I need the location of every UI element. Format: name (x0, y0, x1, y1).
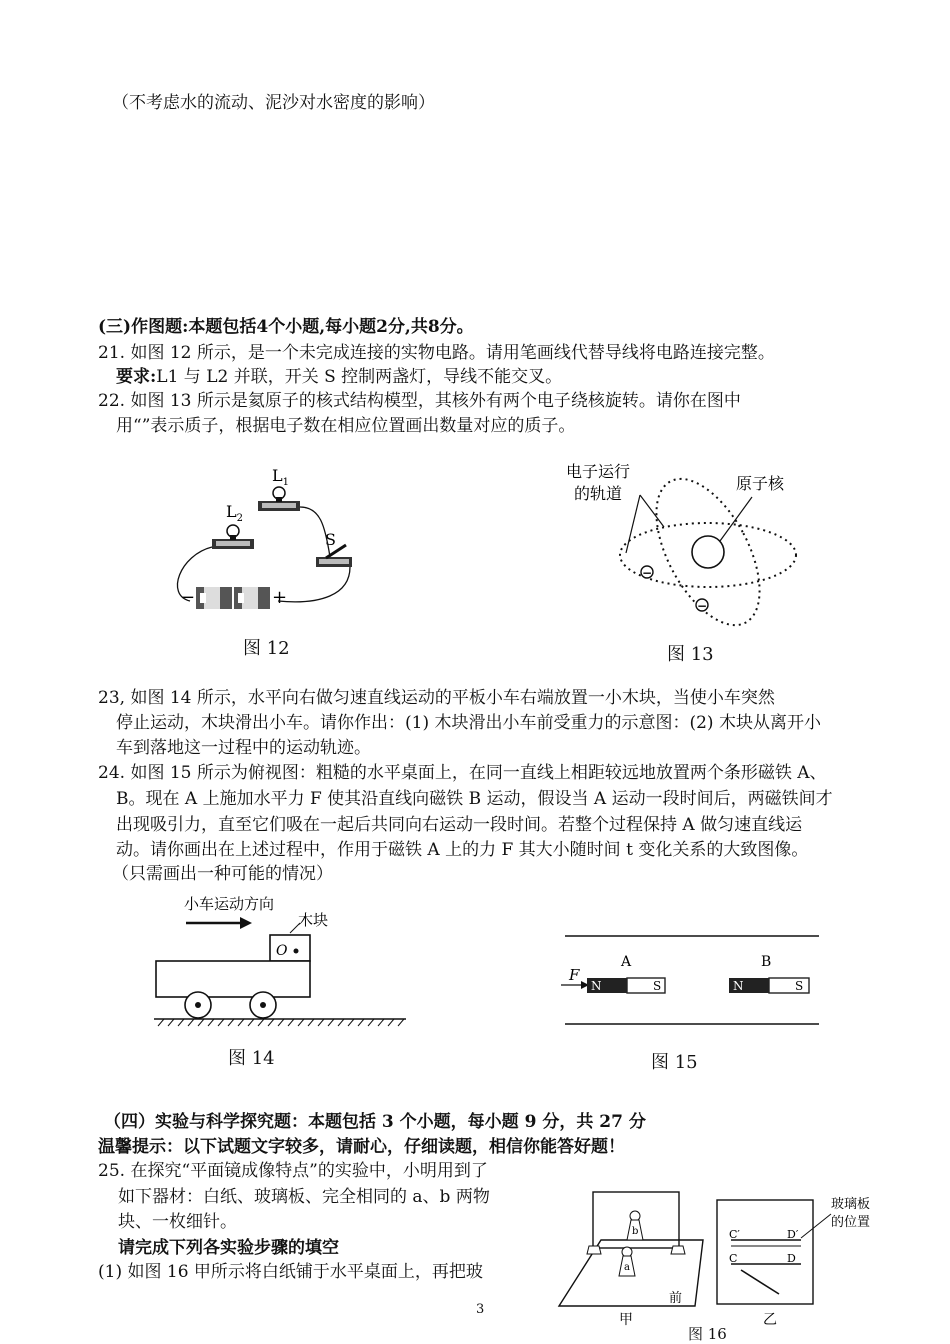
lamp-l1 (258, 487, 300, 511)
q23-line2: 停止运动，木块滑出小车。请你作出：(1) 木块滑出小车前受重力的示意图：(2) 木块从离开小 (116, 713, 821, 733)
svg-text:玻璃板: 玻璃板 (831, 1197, 871, 1212)
ground-hatch (158, 1019, 404, 1026)
page-number: 3 (476, 1302, 485, 1317)
lamp-l2 (212, 525, 254, 549)
q21-line1: 21. 如图 12 所示，是一个未完成连接的实物电路。请用笔画线代替导线将电路连接完整。 (98, 343, 775, 363)
orbit-pointer-2 (626, 495, 640, 553)
direction-label: 小车运动方向 (184, 895, 275, 913)
label-l1: $L_1$ (272, 466, 289, 488)
svg-text:N: N (591, 979, 602, 993)
q21-requirement (116, 367, 562, 387)
q24-line5: （只需画出一种可能的情况） (112, 864, 333, 884)
magnet-b-label: B (761, 954, 772, 970)
nucleus-label: 原子核 (736, 474, 785, 493)
battery (196, 587, 270, 609)
label-yi: 乙 (763, 1312, 777, 1328)
q24-line3: 出现吸引力，直至它们吸在一起后共同向右运动一段时间。若整个过程保持 A 做匀速直线运 (116, 815, 803, 835)
q24-line1: 24. 如图 15 所示为俯视图：粗糙的水平桌面上，在同一直线上相距较远地放置两个条形磁铁 A、 (98, 763, 827, 783)
figure-12-caption: 图 12 (243, 638, 290, 659)
orbit-label-1: 电子运行 (566, 462, 631, 481)
label-jia: 甲 (619, 1312, 633, 1328)
figure-16-jia (559, 1192, 703, 1328)
figure-14-cart (150, 893, 410, 1033)
svg-text:D: D (787, 1252, 796, 1265)
q25-line1: 25. 在探究“平面镜成像特点”的实验中，小明用到了 (98, 1161, 488, 1181)
svg-text:−: − (642, 566, 653, 580)
cart-body (156, 961, 310, 997)
svg-text:S: S (795, 979, 804, 993)
figure-12-circuit (160, 455, 380, 625)
svg-text:C′: C′ (729, 1228, 740, 1241)
point-o-dot (294, 949, 299, 954)
q21-req-label: 要求: (116, 367, 157, 387)
svg-text:a: a (624, 1262, 630, 1273)
label-s: S (325, 530, 336, 549)
section4-tip: 温馨提示：以下试题文字较多，请耐心，仔细读题，相信你能答好题！ (98, 1137, 625, 1157)
label-front: 前 (669, 1291, 683, 1306)
svg-text:C: C (729, 1252, 738, 1265)
figure-15-magnets (555, 928, 825, 1033)
label-l2: $L_2$ (226, 502, 243, 524)
q22-line1: 22. 如图 13 所示是氦原子的核式结构模型，其核外有两个电子绕核旋转。请你在图中 (98, 391, 741, 411)
q22-line2: 用“”表示质子，根据电子数在相应位置画出数量对应的质子。 (116, 416, 576, 436)
wire-l1-switch (300, 507, 330, 557)
battery-minus: − (180, 587, 196, 608)
direction-arrow-head (240, 917, 252, 929)
force-f-label: F (569, 966, 580, 984)
q25-instruction: 请完成下列各实验步骤的填空 (118, 1238, 339, 1258)
section3-title: (三)作图题:本题包括4个小题,每小题2分,共8分。 (98, 317, 474, 337)
block-label: 木块 (298, 911, 329, 929)
orbit-label-2: 的轨道 (574, 484, 623, 503)
point-o: O (276, 943, 288, 959)
q25-line2: 如下器材：白纸、玻璃板、完全相同的 a、b 两物 (118, 1187, 490, 1207)
magnet-a-label: A (621, 954, 632, 970)
section4-title: （四）实验与科学探究题：本题包括 3 个小题，每小题 9 分，共 27 分 (104, 1112, 646, 1132)
q25-step1: (1) 如图 16 甲所示将白纸铺于水平桌面上，再把玻 (98, 1262, 483, 1282)
figure-14-caption: 图 14 (228, 1048, 275, 1069)
q21-req-text: L1 与 L2 并联，开关 S 控制两盏灯，导线不能交叉。 (156, 367, 563, 387)
wire-switch-battery (278, 567, 350, 602)
figure-16-caption: 图 16 (688, 1325, 727, 1343)
figure-13-caption: 图 13 (667, 644, 714, 665)
q25-line3: 块、一枚细针。 (118, 1212, 237, 1232)
svg-text:S: S (653, 979, 662, 993)
orbit-pointer-1 (640, 495, 664, 527)
top-note: （不考虑水的流动、泥沙对水密度的影响） (112, 93, 435, 113)
figure-13-atom (560, 455, 820, 635)
svg-text:的位置: 的位置 (831, 1215, 871, 1230)
nucleus-pointer (720, 497, 752, 541)
q24-line2: B。现在 A 上施加水平力 F 使其沿直线向磁铁 B 运动，假设当 A 运动一段时间后，两磁铁间才 (116, 789, 833, 809)
figure-15-caption: 图 15 (651, 1052, 698, 1073)
nucleus (692, 536, 724, 568)
q23-line1: 23, 如图 14 所示，水平向右做匀速直线运动的平板小车右端放置一小木块，当使小车突然 (98, 688, 775, 708)
q23-line3: 车到落地这一过程中的运动轨迹。 (116, 738, 371, 758)
figure-16-mirror (555, 1190, 885, 1344)
svg-text:D′: D′ (787, 1228, 799, 1241)
q24-line4: 动。请你画出在上述过程中，作用于磁铁 A 上的力 F 其大小随时间 t 变化关系的大致图像。 (116, 840, 809, 860)
battery-plus: + (272, 587, 288, 608)
svg-text:−: − (697, 599, 708, 613)
figure-16-yi (717, 1196, 870, 1328)
svg-text:b: b (632, 1226, 639, 1237)
svg-text:N: N (733, 979, 744, 993)
